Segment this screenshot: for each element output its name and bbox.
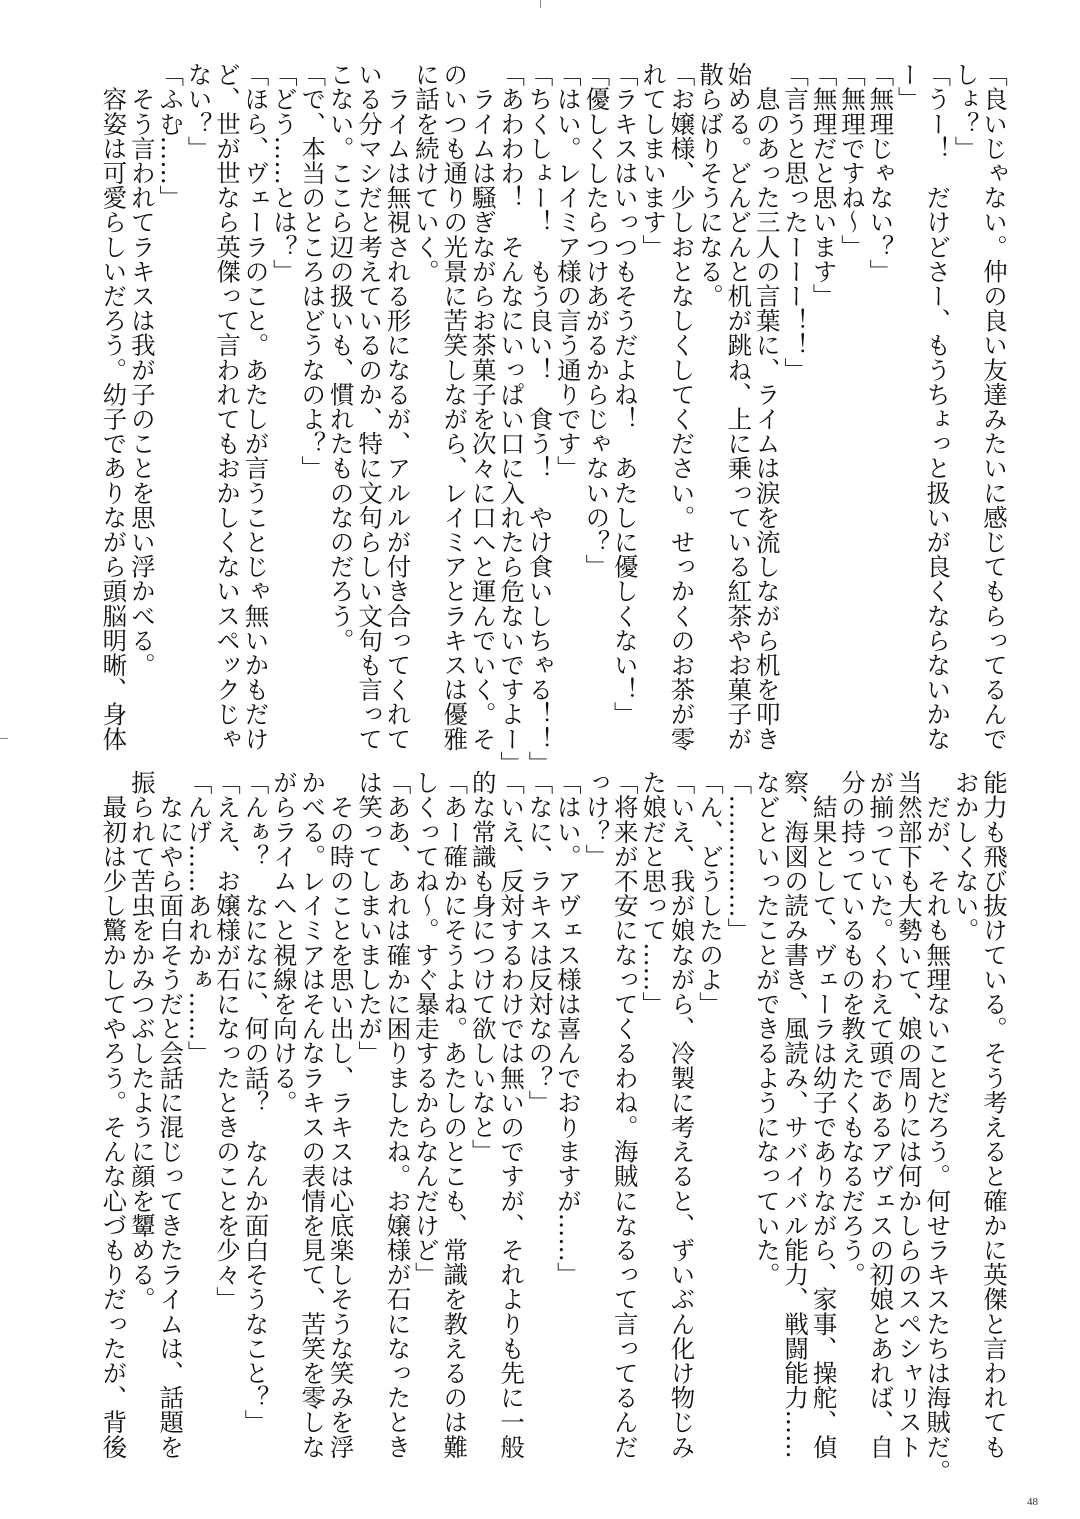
text-column: れてしまいます」	[639, 62, 669, 259]
text-column: 「無理ですね～」	[837, 62, 867, 259]
text-column: 始める。どんどんと机が跳ね、上に乗っている紅茶やお菓子が	[724, 62, 754, 751]
text-column: おかしくない。	[951, 770, 981, 943]
text-column: 「で、本当のところはどうなのよ？」	[298, 62, 328, 481]
text-column: 「ああ、あれは確かに困りましたね。お嬢様が石になったとき	[383, 770, 413, 1459]
text-column: 「無理だと思います」	[809, 62, 839, 308]
text-column: 「無理じゃない？」	[866, 62, 896, 284]
crop-mark-top	[540, 0, 541, 8]
text-column: 「いえ、反対するわけでは無いのですが、それよりも先に一般	[497, 770, 527, 1459]
text-column: ー」	[894, 62, 924, 112]
text-column: 「なに、ラキスは反対なの？」	[525, 770, 555, 1115]
text-column: 「いえ、我が娘ながら、冷製に考えると、ずいぶん化け物じみ	[667, 770, 697, 1459]
text-column: 最初は少し驚かしてやろう。そんな心づもりだったが、背後	[99, 770, 129, 1459]
text-column: ない？」	[184, 62, 214, 161]
text-block-bottom	[99, 770, 1009, 1484]
text-column: しくってね～。すぐ暴走するからなんだけど」	[411, 770, 441, 1287]
text-column: だが、それも無理ないことだろう。何せラキスたちは海賊だ。	[923, 770, 953, 1484]
text-column: なにやら面白そうだと会話に混じってきたライムは、話題を	[156, 770, 186, 1459]
text-column: 「ええ、お嬢様が石になったときのことを少々」	[213, 770, 243, 1312]
text-column: 当然部下も大勢いて、娘の周りには何かしらのスペシャリスト	[894, 770, 924, 1459]
text-column: 察、海図の読み書き、風読み、サバイバル能力、戦闘能力……	[781, 770, 811, 1459]
text-column: そう言われてラキスは我が子のことを思い浮かべる。	[127, 62, 157, 677]
text-column: などといったことができるようになっていた。	[752, 770, 782, 1287]
text-column: に話を続けていく。	[411, 62, 441, 284]
text-column: 容姿は可愛らしいだろう。幼子でありながら頭脳明晰、身体	[99, 62, 129, 751]
text-column: 「ちくしょー！ もう良い！ 食う！ やけ食いしちゃる！！」	[525, 62, 555, 776]
text-column: 散らばりそうになる。	[695, 62, 725, 308]
text-column: 「お嬢様、少しおとなしくしてください。せっかくのお茶が零	[667, 62, 697, 751]
text-column: が揃っていた。くわえて頭であるアヴェスの初娘とあれば、自	[866, 770, 896, 1459]
text-column: しょ？」	[951, 62, 981, 161]
text-column: 「うー！ だけどさー、もうちょっと扱いが良くならないかな	[923, 62, 953, 751]
text-column: 「ほら、ヴェーラのこと。あたしが言うことじゃ無いかもだけ	[241, 62, 271, 751]
text-column: 「あわわわ！ そんなにいっぱい口に入れたら危ないですよー」	[497, 62, 527, 776]
text-column: 的な常識も身につけて欲しいなと」	[468, 770, 498, 1164]
text-column: ど、世が世なら英傑って言われてもおかしくないスペックじゃ	[213, 62, 243, 751]
text-column: た娘だと思って……」	[639, 770, 669, 1016]
text-column: その時のことを思い出し、ラキスは心底楽しそうな笑みを浮	[326, 770, 356, 1459]
crop-mark-left	[0, 738, 8, 739]
text-column: 「あー確かにそうよね。あたしのとこも、常識を教えるのは難	[440, 770, 470, 1459]
text-column: 能力も飛び抜けている。そう考えると確かに英傑と言われても	[980, 770, 1009, 1459]
text-column: 「んげ……あれかぁ……」	[184, 770, 214, 1066]
text-column: は笑ってしまいましたが」	[355, 770, 385, 1066]
text-column: ライムは無視される形になるが、アルルが付き合ってくれて	[383, 62, 413, 751]
text-column: こない。ここら辺の扱いも、慣れたものなのだろう。	[326, 62, 356, 653]
text-column: のいつも通りの光景に苦笑しながら、レイミアとラキスは優雅	[440, 62, 470, 751]
text-column: 「どう……とは？」	[269, 62, 299, 284]
text-column: 「ん、どうしたのよ」	[695, 770, 725, 1016]
text-column: 「優しくしたらつけあがるからじゃないの？」	[582, 62, 612, 579]
text-column: 「はい。レイミア様の言う通りです」	[553, 62, 583, 481]
text-column: 「良いじゃない。仲の良い友達みたいに感じてもらってるんで	[980, 62, 1009, 751]
text-column: 息のあった三人の言葉に、ライムは涙を流しながら机を叩き	[752, 62, 782, 751]
text-column: がらライムへと視線を向ける。	[269, 770, 299, 1115]
text-column: 結果として、ヴェーラは幼子でありながら、家事、操舵、偵	[809, 770, 839, 1459]
text-column: 「ふむ……」	[156, 62, 186, 210]
text-column: 「将来が不安になってくるわね。海賊になるって言ってるんだ	[610, 770, 640, 1459]
text-column: っけ？」	[582, 770, 612, 869]
text-column: ライムは騒ぎながらお茶菓子を次々に口へと運んでいく。そ	[468, 62, 498, 751]
text-column: 振られて苦虫をかみつぶしたように顔を顰める。	[127, 770, 157, 1312]
text-column: 「ラキスはいっつもそうだよね！ あたしに優しくない！」	[610, 62, 640, 727]
text-column: 「んぁ？ なになに、何の話？ なんか面白そうなこと？」	[241, 770, 271, 1435]
text-column: いる分マシだと考えているのか、特に文句らしい文句も言って	[355, 62, 385, 751]
text-column: 「はい。アヴェス様は喜んでおりますが……」	[553, 770, 583, 1287]
text-column: 「言うと思ったーーー！！」	[781, 62, 811, 382]
text-column: 分の持っているものを教えたくもなるだろう。	[837, 770, 867, 1287]
page-number: 48	[1027, 1496, 1038, 1508]
text-column: 「……………」	[724, 770, 754, 943]
text-column: かべる。レイミアはそんなラキスの表情を見て、苦笑を零しな	[298, 770, 328, 1459]
text-block-top	[99, 62, 1009, 776]
